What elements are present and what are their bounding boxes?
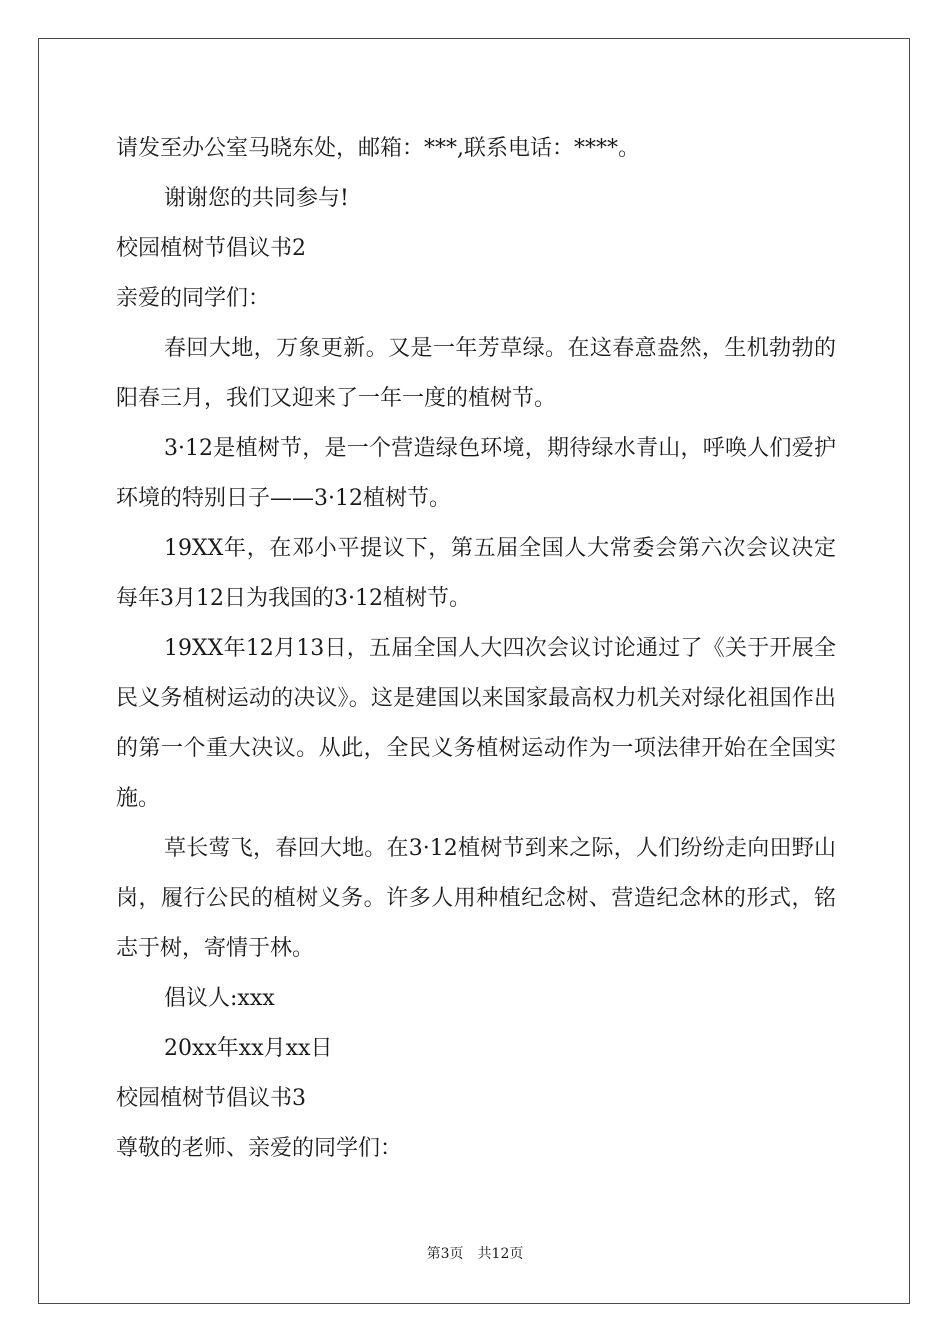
signature-proposer: 倡议人:xxx	[164, 986, 275, 1011]
paragraph-resolution: 19XX年12月13日，五届全国人大四次会议讨论通过了《关于开展全民义务植树运动的决议》。这是建国以来国家最高权力机关对绿化祖国作出的第一个重大决议。从此，全民义务植树运动作为一项法律开始在全国实施。	[116, 636, 836, 811]
page-number: 第3页	[426, 1246, 464, 1262]
paragraph-planting: 草长莺飞，春回大地。在3·12植树节到来之际，人们纷纷走向田野山岗，履行公民的植树义务。许多人用种植纪念树、营造纪念林的形式，铭志于树，寄情于林。	[116, 836, 836, 961]
paragraph-contact: 请发至办公室马晓东处，邮箱：***,联系电话：****。	[116, 136, 640, 161]
paragraph-thanks: 谢谢您的共同参与!	[164, 186, 349, 211]
salutation-3: 尊敬的老师、亲爱的同学们：	[116, 1136, 403, 1161]
page-footer	[0, 1244, 950, 1264]
paragraph-spring: 春回大地，万象更新。又是一年芳草绿。在这春意盎然，生机勃勃的阳春三月，我们又迎来了一年一度的植树节。	[116, 336, 836, 411]
signature-date: 20xx年xx月xx日	[164, 1036, 333, 1061]
page-total: 共12页	[477, 1246, 524, 1262]
section-title-2: 校园植树节倡议书2	[116, 236, 306, 261]
salutation-2: 亲爱的同学们：	[116, 286, 271, 311]
section-title-3: 校园植树节倡议书3	[116, 1086, 306, 1111]
document-body	[116, 124, 836, 1174]
paragraph-arbor-day: 3·12是植树节，是一个营造绿色环境，期待绿水青山，呼唤人们爱护环境的特别日子——3·12植树节。	[116, 436, 836, 511]
paragraph-history: 19XX年，在邓小平提议下，第五届全国人大常委会第六次会议决定每年3月12日为我国的3·12植树节。	[116, 536, 836, 611]
